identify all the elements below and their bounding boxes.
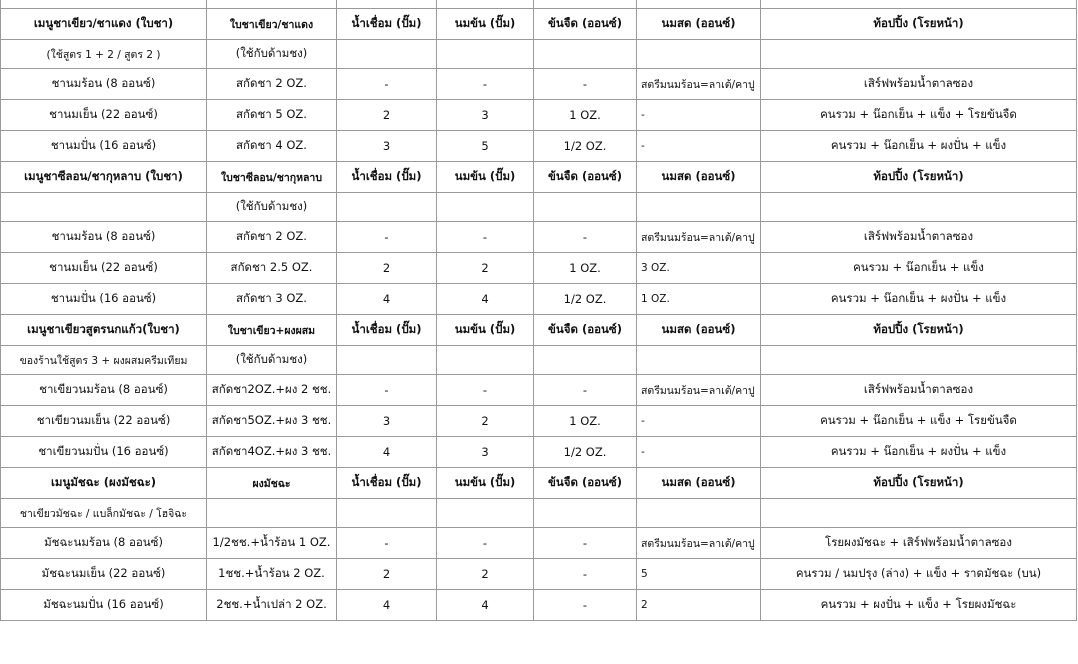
cell-menu[interactable]: ชาเขียวนมร้อน (8 ออนซ์) bbox=[1, 375, 207, 406]
sub-cell-evaporated-milk[interactable] bbox=[534, 499, 637, 528]
cell-leaf[interactable]: 1ชช.+น้ำร้อน 2 OZ. bbox=[207, 559, 337, 590]
top-edge-row bbox=[1, 0, 1077, 9]
cell-leaf[interactable]: สกัดชา 2 OZ. bbox=[207, 222, 337, 253]
header-cell-condensed-milk[interactable]: นมข้น (ปั๊ม) bbox=[437, 9, 534, 40]
cell-leaf[interactable]: สกัดชา 5 OZ. bbox=[207, 100, 337, 131]
cell-topping[interactable]: เสิร์ฟพร้อมน้ำตาลซอง bbox=[761, 375, 1077, 406]
sub-cell-topping[interactable] bbox=[761, 499, 1077, 528]
cell-menu[interactable]: ชานมปั่น (16 ออนซ์) bbox=[1, 131, 207, 162]
section-header-row bbox=[1, 9, 1077, 40]
cell-fresh-milk[interactable]: 5 bbox=[637, 559, 761, 590]
header-cell-evaporated-milk[interactable]: ข้นจืด (ออนซ์) bbox=[534, 9, 637, 40]
sub-cell-leaf[interactable]: (ใช้กับด้ามชง) bbox=[207, 193, 337, 222]
table-row bbox=[1, 253, 1077, 284]
cell-syrup[interactable]: - bbox=[337, 69, 437, 100]
cell-topping[interactable]: คนรวม + น๊อกเย็น + ผงปั่น + แข็ง bbox=[761, 131, 1077, 162]
cell-leaf[interactable]: สกัดชา4OZ.+ผง 3 ชช. bbox=[207, 437, 337, 468]
header-cell-evaporated-milk[interactable]: ข้นจืด (ออนซ์) bbox=[534, 468, 637, 499]
header-cell-condensed-milk[interactable]: นมข้น (ปั๊ม) bbox=[437, 162, 534, 193]
cell-menu[interactable]: มัชฉะนมเย็น (22 ออนซ์) bbox=[1, 559, 207, 590]
cell-evaporated-milk[interactable]: - bbox=[534, 375, 637, 406]
header-cell-leaf[interactable]: ผงมัชฉะ bbox=[207, 468, 337, 499]
cell-leaf[interactable]: สกัดชา2OZ.+ผง 2 ชช. bbox=[207, 375, 337, 406]
cell-fresh-milk[interactable]: สตรีมนมร้อน=ลาเต้/คาปู bbox=[637, 222, 761, 253]
header-cell-menu[interactable]: เมนูชาซีลอน/ชากุหลาบ (ใบชา) bbox=[1, 162, 207, 193]
table-row bbox=[1, 559, 1077, 590]
header-cell-fresh-milk[interactable]: นมสด (ออนซ์) bbox=[637, 468, 761, 499]
cell-evaporated-milk[interactable]: - bbox=[534, 590, 637, 621]
header-cell-syrup[interactable]: น้ำเชื่อม (ปั๊ม) bbox=[337, 468, 437, 499]
sub-cell-fresh-milk[interactable] bbox=[637, 40, 761, 69]
cell-menu[interactable]: ชาเขียวนมเย็น (22 ออนซ์) bbox=[1, 406, 207, 437]
cell-syrup[interactable]: 4 bbox=[337, 284, 437, 315]
sub-cell-topping[interactable] bbox=[761, 193, 1077, 222]
cell-condensed-milk[interactable]: 4 bbox=[437, 590, 534, 621]
cell-fresh-milk[interactable]: สตรีมนมร้อน=ลาเต้/คาปู bbox=[637, 375, 761, 406]
table-row bbox=[1, 406, 1077, 437]
sub-cell-menu[interactable]: ของร้านใช้สูตร 3 + ผงผสมครีมเทียม bbox=[1, 346, 207, 375]
cell-condensed-milk[interactable]: - bbox=[437, 69, 534, 100]
cell-condensed-milk[interactable]: 3 bbox=[437, 100, 534, 131]
cell-menu[interactable]: มัชฉะนมปั่น (16 ออนซ์) bbox=[1, 590, 207, 621]
sub-cell-fresh-milk[interactable] bbox=[637, 346, 761, 375]
cell-fresh-milk[interactable]: 3 OZ. bbox=[637, 253, 761, 284]
cell-leaf[interactable]: สกัดชา 2.5 OZ. bbox=[207, 253, 337, 284]
sub-cell-leaf[interactable]: (ใช้กับด้ามชง) bbox=[207, 346, 337, 375]
header-cell-fresh-milk[interactable]: นมสด (ออนซ์) bbox=[637, 9, 761, 40]
cell-evaporated-milk[interactable]: 1/2 OZ. bbox=[534, 131, 637, 162]
cell-topping[interactable]: คนรวม + น๊อกเย็น + แข็ง + โรยข้นจืด bbox=[761, 406, 1077, 437]
cell-evaporated-milk[interactable]: 1 OZ. bbox=[534, 406, 637, 437]
header-cell-syrup[interactable]: น้ำเชื่อม (ปั๊ม) bbox=[337, 162, 437, 193]
header-cell-evaporated-milk[interactable]: ข้นจืด (ออนซ์) bbox=[534, 315, 637, 346]
sub-cell-evaporated-milk[interactable] bbox=[534, 193, 637, 222]
header-cell-syrup[interactable]: น้ำเชื่อม (ปั๊ม) bbox=[337, 9, 437, 40]
table-row bbox=[1, 131, 1077, 162]
cell-topping[interactable]: เสิร์ฟพร้อมน้ำตาลซอง bbox=[761, 222, 1077, 253]
section-header-row bbox=[1, 315, 1077, 346]
section-subheader-row bbox=[1, 193, 1077, 222]
cell-menu[interactable]: ชาเขียวนมปั่น (16 ออนซ์) bbox=[1, 437, 207, 468]
cell-fresh-milk[interactable]: สตรีมนมร้อน=ลาเต้/คาปู bbox=[637, 69, 761, 100]
cell-evaporated-milk[interactable]: 1 OZ. bbox=[534, 100, 637, 131]
header-cell-menu[interactable]: เมนูชาเขียวสูตรนกแก้ว(ใบชา) bbox=[1, 315, 207, 346]
table-row bbox=[1, 375, 1077, 406]
header-cell-fresh-milk[interactable]: นมสด (ออนซ์) bbox=[637, 315, 761, 346]
cell-topping[interactable]: คนรวม + น๊อกเย็น + ผงปั่น + แข็ง bbox=[761, 284, 1077, 315]
section-header-row bbox=[1, 162, 1077, 193]
sub-cell-condensed-milk[interactable] bbox=[437, 193, 534, 222]
cell-leaf[interactable]: 1/2ชช.+น้ำร้อน 1 OZ. bbox=[207, 528, 337, 559]
sub-cell-fresh-milk[interactable] bbox=[637, 193, 761, 222]
cell-menu[interactable]: ชานมปั่น (16 ออนซ์) bbox=[1, 284, 207, 315]
cell-menu[interactable]: ชานมร้อน (8 ออนซ์) bbox=[1, 69, 207, 100]
header-cell-leaf[interactable]: ใบชาซีลอน/ชากุหลาบ bbox=[207, 162, 337, 193]
cell-syrup[interactable]: - bbox=[337, 528, 437, 559]
header-cell-fresh-milk[interactable]: นมสด (ออนซ์) bbox=[637, 162, 761, 193]
sub-cell-evaporated-milk[interactable] bbox=[534, 40, 637, 69]
sub-cell-menu[interactable] bbox=[1, 193, 207, 222]
cell-leaf[interactable]: 2ชช.+น้ำเปล่า 2 OZ. bbox=[207, 590, 337, 621]
cell-topping[interactable]: โรยผงมัชฉะ + เสิร์ฟพร้อมน้ำตาลซอง bbox=[761, 528, 1077, 559]
header-cell-leaf[interactable]: ใบชาเขียว/ชาแดง bbox=[207, 9, 337, 40]
table-row bbox=[1, 284, 1077, 315]
cell-syrup[interactable]: 2 bbox=[337, 253, 437, 284]
header-cell-syrup[interactable]: น้ำเชื่อม (ปั๊ม) bbox=[337, 315, 437, 346]
cell-syrup[interactable]: 3 bbox=[337, 406, 437, 437]
header-cell-topping[interactable]: ท้อปปิ้ง (โรยหน้า) bbox=[761, 162, 1077, 193]
cell-fresh-milk[interactable]: 2 bbox=[637, 590, 761, 621]
cell-topping[interactable]: คนรวม + น๊อกเย็น + แข็ง bbox=[761, 253, 1077, 284]
section-header-row bbox=[1, 468, 1077, 499]
cell-syrup[interactable]: 4 bbox=[337, 437, 437, 468]
cell-topping[interactable]: เสิร์ฟพร้อมน้ำตาลซอง bbox=[761, 69, 1077, 100]
cell-fresh-milk[interactable]: - bbox=[637, 437, 761, 468]
cell-condensed-milk[interactable]: 4 bbox=[437, 284, 534, 315]
cell-condensed-milk[interactable]: 2 bbox=[437, 559, 534, 590]
cell-evaporated-milk[interactable]: 1/2 OZ. bbox=[534, 437, 637, 468]
sub-cell-topping[interactable] bbox=[761, 346, 1077, 375]
cell-menu[interactable]: มัชฉะนมร้อน (8 ออนซ์) bbox=[1, 528, 207, 559]
cell-syrup[interactable]: 2 bbox=[337, 100, 437, 131]
sub-cell-fresh-milk[interactable] bbox=[637, 499, 761, 528]
cell-condensed-milk[interactable]: - bbox=[437, 222, 534, 253]
header-cell-condensed-milk[interactable]: นมข้น (ปั๊ม) bbox=[437, 315, 534, 346]
cell-menu[interactable]: ชานมร้อน (8 ออนซ์) bbox=[1, 222, 207, 253]
sub-cell-leaf[interactable]: (ใช้กับด้ามชง) bbox=[207, 40, 337, 69]
cell-fresh-milk[interactable]: 1 OZ. bbox=[637, 284, 761, 315]
cell-fresh-milk[interactable]: - bbox=[637, 131, 761, 162]
cell-condensed-milk[interactable]: - bbox=[437, 375, 534, 406]
header-cell-menu[interactable]: เมนูชาเขียว/ชาแดง (ใบชา) bbox=[1, 9, 207, 40]
cell-topping[interactable]: คนรวม + ผงปั่น + แข็ง + โรยผงมัชฉะ bbox=[761, 590, 1077, 621]
cell-condensed-milk[interactable]: 3 bbox=[437, 437, 534, 468]
cell-evaporated-milk[interactable]: 1/2 OZ. bbox=[534, 284, 637, 315]
table-row bbox=[1, 590, 1077, 621]
header-cell-topping[interactable]: ท้อปปิ้ง (โรยหน้า) bbox=[761, 468, 1077, 499]
table-row bbox=[1, 528, 1077, 559]
cell-syrup[interactable]: 2 bbox=[337, 559, 437, 590]
sub-cell-condensed-milk[interactable] bbox=[437, 40, 534, 69]
section-subheader-row bbox=[1, 499, 1077, 528]
header-cell-leaf[interactable]: ใบชาเขียว+ผงผสม bbox=[207, 315, 337, 346]
sub-cell-leaf[interactable] bbox=[207, 499, 337, 528]
sub-cell-syrup[interactable] bbox=[337, 346, 437, 375]
cell-syrup[interactable]: - bbox=[337, 375, 437, 406]
cell-topping[interactable]: คนรวม + น๊อกเย็น + แข็ง + โรยข้นจืด bbox=[761, 100, 1077, 131]
header-cell-condensed-milk[interactable]: นมข้น (ปั๊ม) bbox=[437, 468, 534, 499]
cell-evaporated-milk[interactable]: - bbox=[534, 222, 637, 253]
cell-leaf[interactable]: สกัดชา 2 OZ. bbox=[207, 69, 337, 100]
sub-cell-syrup[interactable] bbox=[337, 193, 437, 222]
table-row bbox=[1, 69, 1077, 100]
cell-fresh-milk[interactable]: - bbox=[637, 100, 761, 131]
cell-evaporated-milk[interactable]: - bbox=[534, 528, 637, 559]
table-row bbox=[1, 437, 1077, 468]
cell-condensed-milk[interactable]: 5 bbox=[437, 131, 534, 162]
header-cell-menu[interactable]: เมนูมัชฉะ (ผงมัชฉะ) bbox=[1, 468, 207, 499]
cell-condensed-milk[interactable]: 2 bbox=[437, 406, 534, 437]
cell-topping[interactable]: คนรวม / นมปรุง (ล่าง) + แข็ง + ราดมัชฉะ (บน) bbox=[761, 559, 1077, 590]
cell-fresh-milk[interactable]: สตรีมนมร้อน=ลาเต้/คาปู bbox=[637, 528, 761, 559]
sub-cell-evaporated-milk[interactable] bbox=[534, 346, 637, 375]
cell-menu[interactable]: ชานมเย็น (22 ออนซ์) bbox=[1, 100, 207, 131]
cell-leaf[interactable]: สกัดชา 4 OZ. bbox=[207, 131, 337, 162]
section-subheader-row bbox=[1, 40, 1077, 69]
cell-topping[interactable]: คนรวม + น๊อกเย็น + ผงปั่น + แข็ง bbox=[761, 437, 1077, 468]
cell-syrup[interactable]: 3 bbox=[337, 131, 437, 162]
sub-cell-menu[interactable]: (ใช้สูตร 1 + 2 / สูตร 2 ) bbox=[1, 40, 207, 69]
cell-evaporated-milk[interactable]: - bbox=[534, 559, 637, 590]
sub-cell-syrup[interactable] bbox=[337, 499, 437, 528]
cell-condensed-milk[interactable]: 2 bbox=[437, 253, 534, 284]
cell-syrup[interactable]: 4 bbox=[337, 590, 437, 621]
sub-cell-menu[interactable]: ชาเขียวมัชฉะ / แบล็กมัชฉะ / โฮจิฉะ bbox=[1, 499, 207, 528]
sub-cell-condensed-milk[interactable] bbox=[437, 346, 534, 375]
table-row bbox=[1, 100, 1077, 131]
header-cell-topping[interactable]: ท้อปปิ้ง (โรยหน้า) bbox=[761, 9, 1077, 40]
cell-evaporated-milk[interactable]: 1 OZ. bbox=[534, 253, 637, 284]
header-cell-evaporated-milk[interactable]: ข้นจืด (ออนซ์) bbox=[534, 162, 637, 193]
cell-condensed-milk[interactable]: - bbox=[437, 528, 534, 559]
section-subheader-row bbox=[1, 346, 1077, 375]
sub-cell-syrup[interactable] bbox=[337, 40, 437, 69]
cell-menu[interactable]: ชานมเย็น (22 ออนซ์) bbox=[1, 253, 207, 284]
cell-leaf[interactable]: สกัดชา 3 OZ. bbox=[207, 284, 337, 315]
sub-cell-condensed-milk[interactable] bbox=[437, 499, 534, 528]
cell-evaporated-milk[interactable]: - bbox=[534, 69, 637, 100]
cell-syrup[interactable]: - bbox=[337, 222, 437, 253]
table-row bbox=[1, 222, 1077, 253]
header-cell-topping[interactable]: ท้อปปิ้ง (โรยหน้า) bbox=[761, 315, 1077, 346]
cell-leaf[interactable]: สกัดชา5OZ.+ผง 3 ชช. bbox=[207, 406, 337, 437]
cell-fresh-milk[interactable]: - bbox=[637, 406, 761, 437]
sub-cell-topping[interactable] bbox=[761, 40, 1077, 69]
